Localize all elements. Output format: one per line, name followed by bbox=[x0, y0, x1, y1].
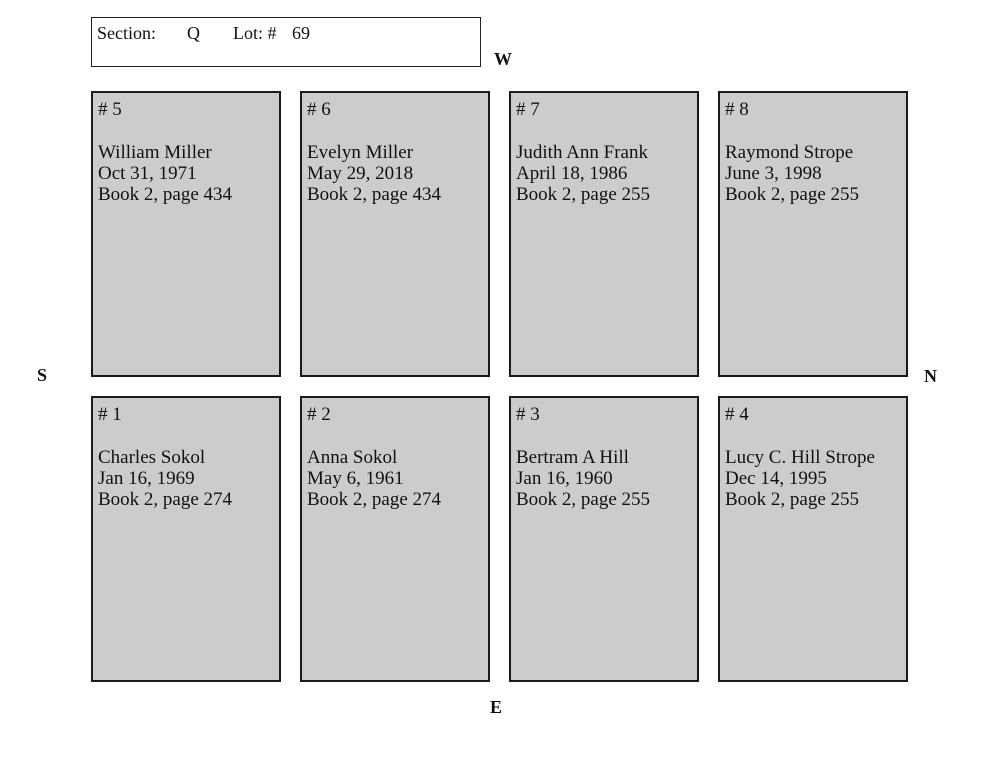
plot-name: Charles Sokol bbox=[98, 447, 206, 468]
plot-date: Jan 16, 1969 bbox=[98, 468, 195, 489]
plot-record: Book 2, page 434 bbox=[307, 184, 442, 205]
plot-number: # 4 bbox=[725, 404, 749, 425]
plot-record: Book 2, page 434 bbox=[98, 184, 233, 205]
compass-east: E bbox=[490, 697, 503, 717]
section-value: Q bbox=[187, 23, 200, 43]
section-lot-header bbox=[91, 17, 481, 67]
plot-number: # 7 bbox=[516, 99, 540, 120]
plot-date: May 29, 2018 bbox=[307, 163, 414, 184]
plot-number: # 6 bbox=[307, 99, 331, 120]
plot-number: # 5 bbox=[98, 99, 122, 120]
plot-record: Book 2, page 274 bbox=[98, 489, 233, 510]
plot-2 bbox=[300, 396, 490, 682]
plot-name: Raymond Strope bbox=[725, 142, 854, 163]
plot-4 bbox=[718, 396, 908, 682]
plot-date: April 18, 1986 bbox=[516, 163, 628, 184]
plot-number: # 1 bbox=[98, 404, 122, 425]
plot-name: Anna Sokol bbox=[307, 447, 398, 468]
plot-record: Book 2, page 255 bbox=[516, 184, 651, 205]
plot-name: Judith Ann Frank bbox=[516, 142, 648, 163]
plot-5 bbox=[91, 91, 281, 377]
plot-record: Book 2, page 255 bbox=[725, 489, 860, 510]
plot-8 bbox=[718, 91, 908, 377]
lot-label: Lot: # bbox=[233, 23, 277, 43]
plot-3 bbox=[509, 396, 699, 682]
compass-north: N bbox=[924, 366, 937, 386]
plot-7 bbox=[509, 91, 699, 377]
plot-date: Dec 14, 1995 bbox=[725, 468, 827, 489]
plot-date: June 3, 1998 bbox=[725, 163, 822, 184]
plot-date: Jan 16, 1960 bbox=[516, 468, 613, 489]
plot-name: Evelyn Miller bbox=[307, 142, 414, 163]
plot-name: Lucy C. Hill Strope bbox=[725, 447, 875, 468]
plot-number: # 8 bbox=[725, 99, 749, 120]
plot-date: Oct 31, 1971 bbox=[98, 163, 197, 184]
plot-1 bbox=[91, 396, 281, 682]
plot-number: # 3 bbox=[516, 404, 540, 425]
plot-name: Bertram A Hill bbox=[516, 447, 629, 468]
plot-record: Book 2, page 255 bbox=[725, 184, 860, 205]
plot-record: Book 2, page 274 bbox=[307, 489, 442, 510]
plot-date: May 6, 1961 bbox=[307, 468, 404, 489]
lot-value: 69 bbox=[292, 23, 310, 43]
plot-6 bbox=[300, 91, 490, 377]
compass-west: W bbox=[494, 49, 512, 69]
section-label: Section: bbox=[97, 23, 156, 43]
plot-number: # 2 bbox=[307, 404, 331, 425]
plot-name: William Miller bbox=[98, 142, 212, 163]
compass-south: S bbox=[37, 365, 48, 385]
plot-record: Book 2, page 255 bbox=[516, 489, 651, 510]
